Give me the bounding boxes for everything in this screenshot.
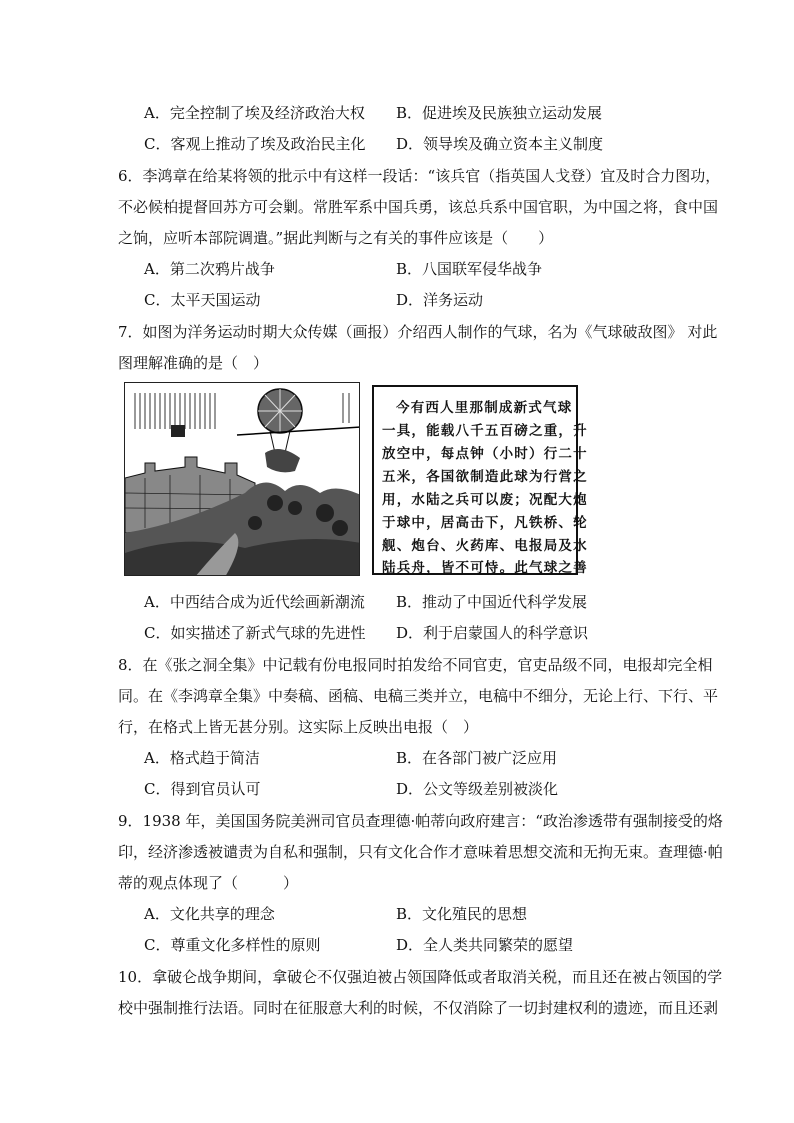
q6-option-a: A．第二次鸦片战争 (144, 260, 275, 278)
q8-option-d: D．公文等级差别被淡化 (396, 780, 559, 798)
caption-line-3: 放空中，每点钟（小时）行二十 (382, 446, 588, 462)
q5-option-d: D．领导埃及确立资本主义制度 (396, 135, 604, 153)
q9-option-a: A．文化共享的理念 (144, 905, 275, 923)
q6-option-b: B．八国联军侵华战争 (396, 260, 543, 278)
q6-stem-line-2: 不必候柏提督回苏方可会剿。常胜军系中国兵勇，该总兵系中国官职，为中国之将，食中国 (118, 198, 719, 216)
q8-stem-line-1: 8．在《张之洞全集》中记载有份电报同时拍发给不同官吏，官吏品级不同，电报却完全相 (118, 656, 713, 674)
q9-stem-line-1: 9．1938 年，美国国务院美洲司官员查理德·帕蒂向政府建言：“政治渗透带有强制接受的烙 (118, 812, 723, 830)
q8-option-b: B．在各部门被广泛应用 (396, 749, 558, 767)
q7-stem-line-1: 7．如图为洋务运动时期大众传媒（画报）介绍西人制作的气球，名为《气球破敌图》 对此 (118, 323, 718, 341)
q7-stem-line-2: 图理解准确的是（ ） (118, 354, 269, 372)
q7-option-c: C．如实描述了新式气球的先进性 (144, 624, 366, 642)
q6-stem-line-3: 之饷，应听本部院调遣。”据此判断与之有关的事件应该是（ ） (118, 229, 554, 247)
q9-option-b: B．文化殖民的思想 (396, 905, 528, 923)
q10-stem-line-1: 10．拿破仑战争期间，拿破仑不仅强迫被占领国降低或者取消关税，而且还在被占领国的学 (118, 968, 723, 986)
q8-stem-line-3: 行，在格式上皆无甚分别。这实际上反映出电报（ ） (118, 718, 479, 736)
balloon-figure (124, 382, 588, 578)
caption-line-5: 用，水陆之兵可以废；况配大炮 (382, 492, 588, 508)
caption-line-8: 陆兵舟，皆不可恃。此气球之善 (382, 560, 588, 576)
q7-option-a: A．中西结合成为近代绘画新潮流 (144, 593, 365, 611)
caption-line-1: 今有西人里那制成新式气球 (396, 400, 573, 416)
q8-option-c: C．得到官员认可 (144, 780, 261, 798)
caption-line-2: 一具，能载八千五百磅之重，升 (382, 423, 588, 439)
q10-stem-line-2: 校中强制推行法语。同时在征服意大利的时候，不仅消除了一切封建权利的遗迹，而且还剥 (118, 999, 719, 1017)
q9-option-c: C．尊重文化多样性的原则 (144, 936, 321, 954)
balloon-caption-box (372, 385, 588, 576)
balloon-engraving-image (124, 382, 360, 576)
q9-stem-line-2: 印，经济渗透被谴责为自私和强制，只有文化合作才意味着思想交流和无拘无束。查理德·帕 (118, 843, 723, 861)
q9-option-d: D．全人类共同繁荣的愿望 (396, 936, 574, 954)
q8-stem-line-2: 同。在《李鸿章全集》中奏稿、函稿、电稿三类并立，电稿中不细分，无论上行、下行、平 (118, 687, 719, 705)
caption-line-7: 舰、炮台、火药库、电报局及水 (382, 538, 588, 554)
balloon-engraving-illustration (125, 383, 360, 576)
caption-line-6: 于球中，居高击下，凡铁桥、轮 (382, 515, 588, 531)
q7-option-b: B．推动了中国近代科学发展 (396, 593, 588, 611)
q7-option-d: D．利于启蒙国人的科学意识 (396, 624, 589, 642)
caption-line-4: 五米，各国欲制造此球为行営之 (382, 469, 588, 485)
q6-option-c: C．太平天国运动 (144, 291, 261, 309)
q9-stem-line-3: 蒂的观点体现了（ ） (118, 874, 299, 892)
q5-option-a: A．完全控制了埃及经济政治大权 (144, 104, 365, 122)
q5-option-b: B．促进埃及民族独立运动发展 (396, 104, 603, 122)
q6-option-d: D．洋务运动 (396, 291, 484, 309)
q8-option-a: A．格式趋于简洁 (144, 749, 260, 767)
q6-stem-line-1: 6．李鸿章在给某将领的批示中有这样一段话：“该兵官（指英国人戈登）宜及时合力图功， (118, 167, 721, 185)
q5-option-c: C．客观上推动了埃及政治民主化 (144, 135, 366, 153)
